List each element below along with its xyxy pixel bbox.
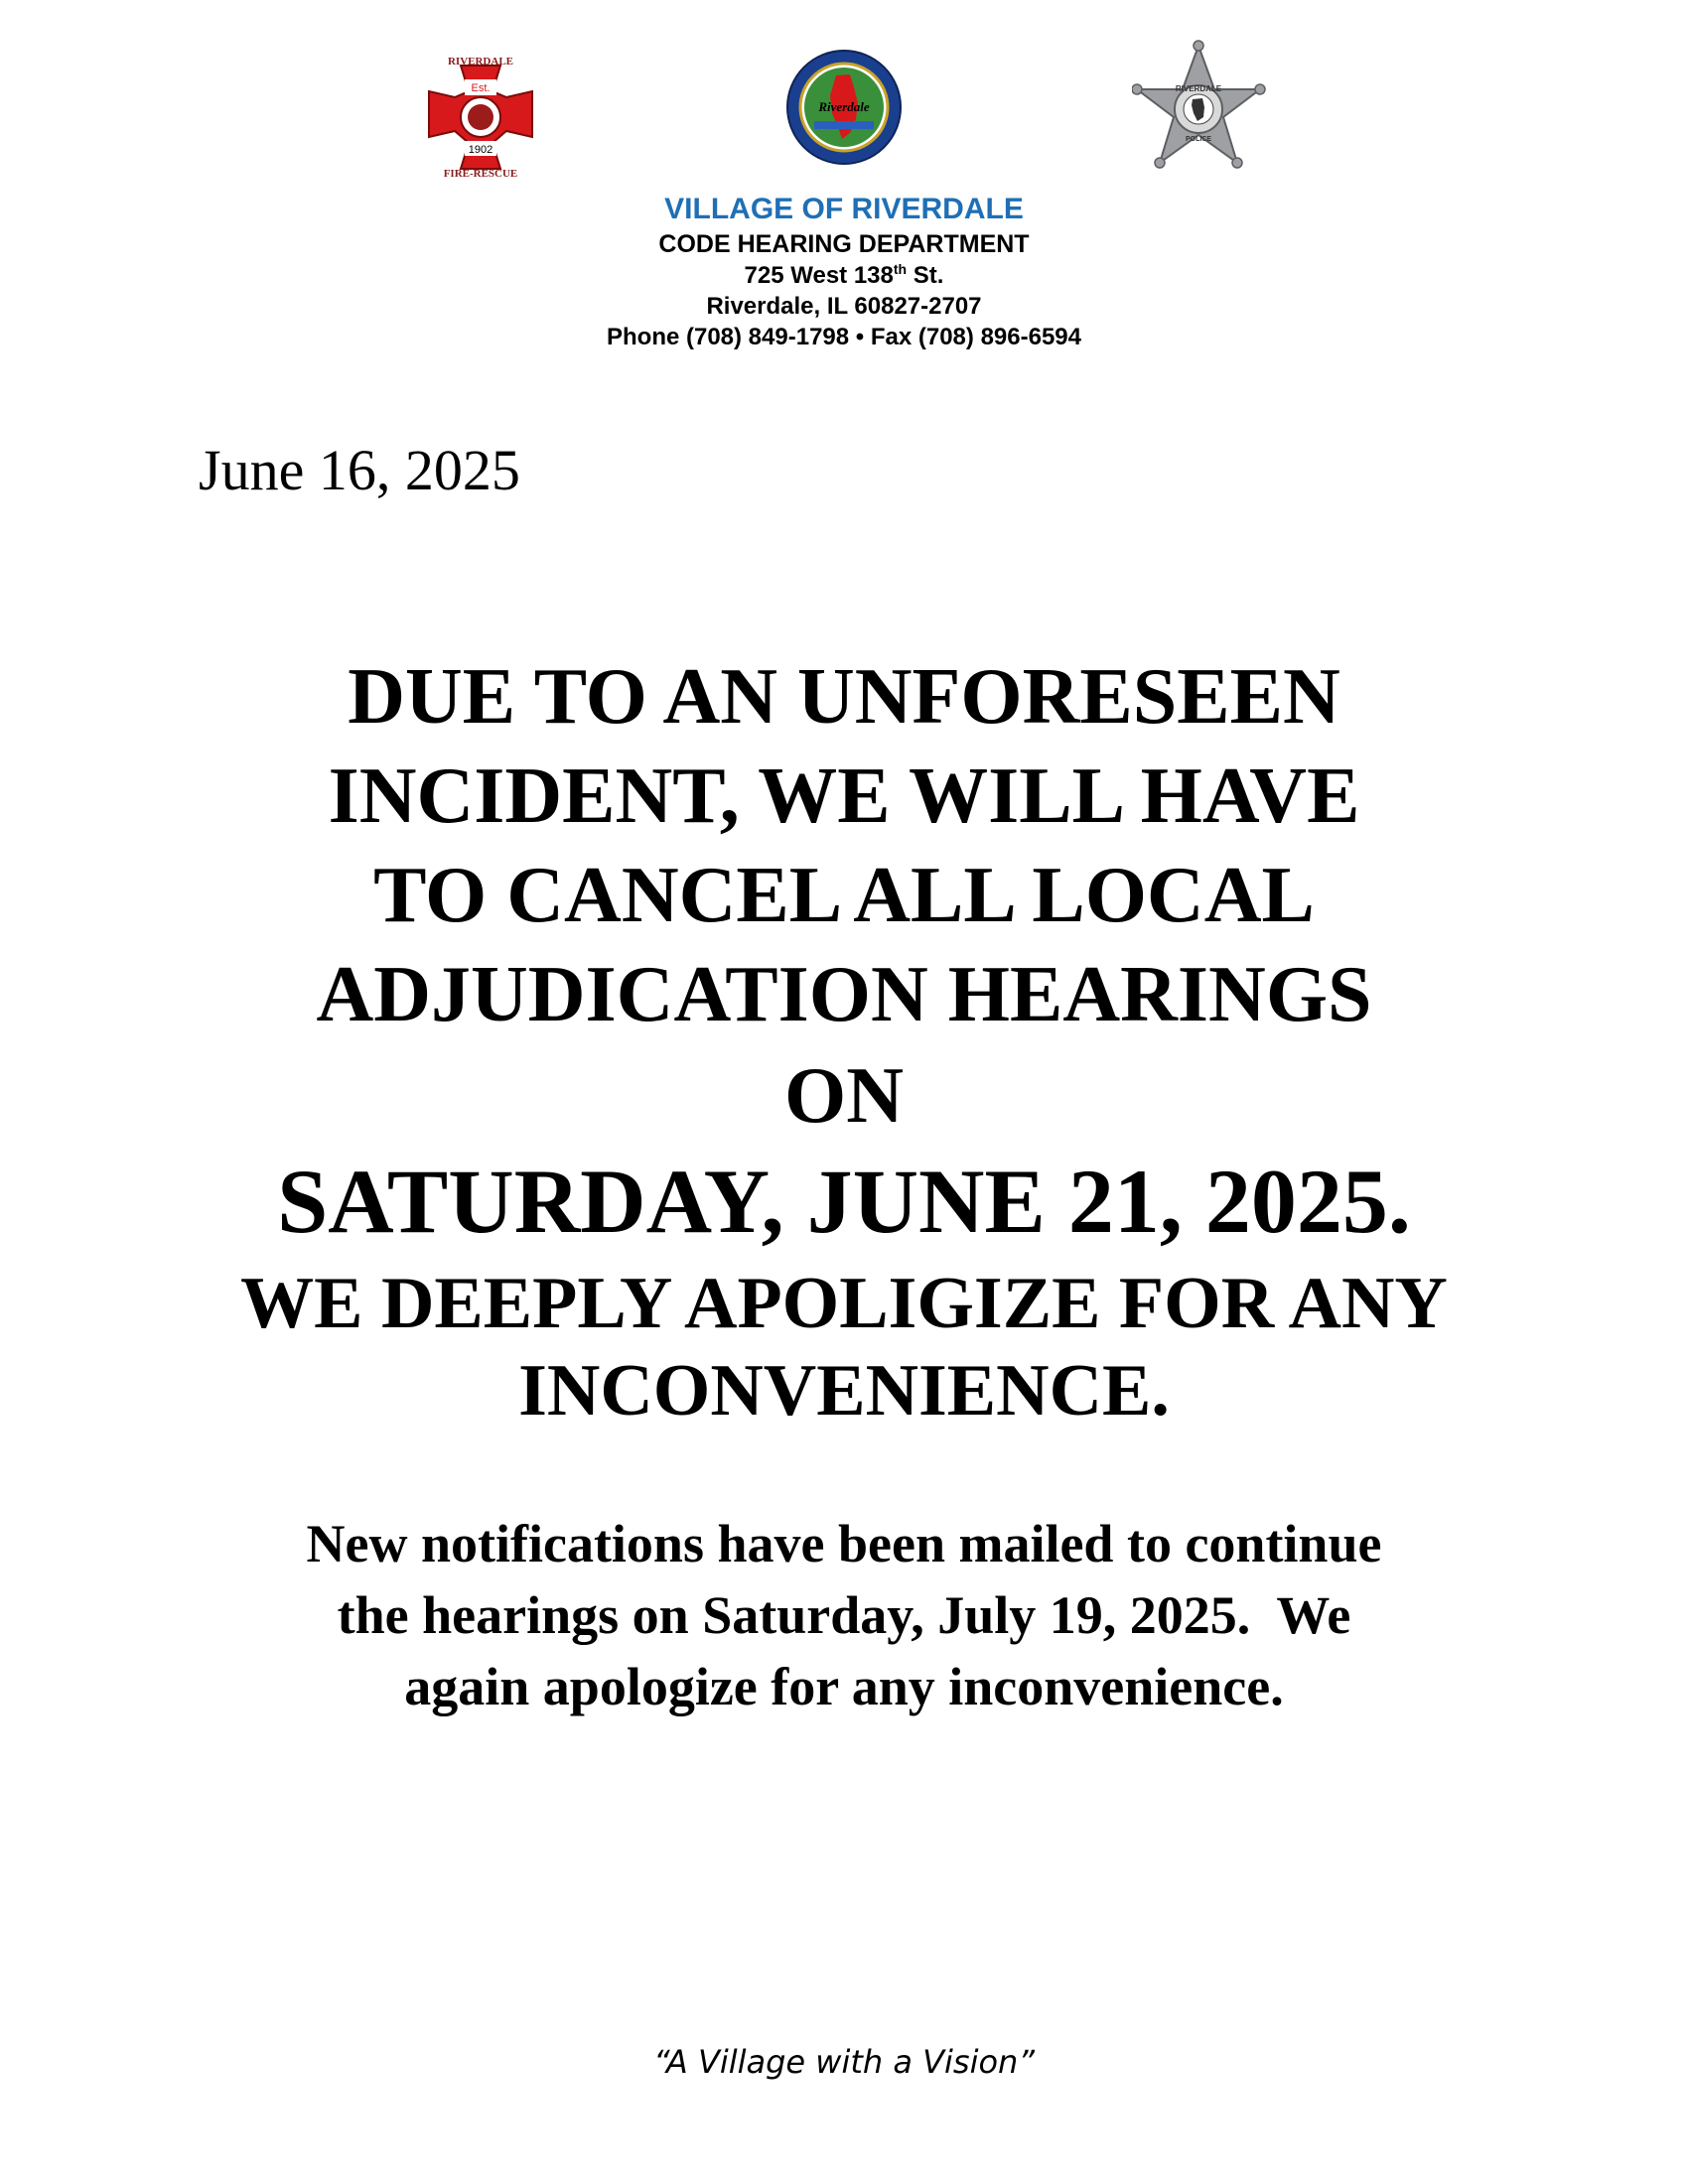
street-address bbox=[0, 261, 1688, 290]
fire-logo-bottom-text: FIRE-RESCUE bbox=[443, 168, 518, 177]
fire-rescue-logo bbox=[421, 58, 540, 177]
headline-line: INCIDENT, WE WILL HAVE bbox=[328, 752, 1360, 840]
apology-line: INCONVENIENCE. bbox=[518, 1350, 1170, 1432]
city-address: Riverdale, IL 60827-2707 bbox=[706, 293, 982, 320]
village-motto: “A Village with a Vision” bbox=[653, 2043, 1035, 2081]
body-line: again apologize for any inconvenience. bbox=[404, 1657, 1284, 1716]
street-address-ordinal: th bbox=[893, 261, 908, 277]
street-address-number: 725 West 138 bbox=[744, 262, 894, 289]
fire-logo-top-text: RIVERDALE bbox=[447, 58, 514, 68]
police-star-badge-logo bbox=[1132, 40, 1266, 174]
headline-line: ADJUDICATION HEARINGS bbox=[316, 951, 1372, 1038]
notice-date: June 16, 2025 bbox=[199, 438, 520, 502]
village-name: VILLAGE OF RIVERDALE bbox=[664, 193, 1024, 225]
phone-fax: Phone (708) 849-1798 • Fax (708) 896-6594 bbox=[606, 324, 1081, 350]
headline-line: TO CANCEL ALL LOCAL bbox=[373, 852, 1315, 939]
headline-line: ON bbox=[784, 1052, 904, 1140]
apology-line: WE DEEPLY APOLIGIZE FOR ANY bbox=[240, 1263, 1448, 1344]
body-line: New notifications have been mailed to continue bbox=[306, 1514, 1382, 1573]
fire-logo-est: Est. bbox=[471, 82, 491, 94]
street-address-end: St. bbox=[907, 262, 944, 289]
department-name: CODE HEARING DEPARTMENT bbox=[658, 230, 1030, 258]
body-line: the hearings on Saturday, July 19, 2025. We bbox=[337, 1585, 1351, 1645]
star-badge-bottom-text: POLICE bbox=[1185, 136, 1212, 143]
headline-line: DUE TO AN UNFORESEEN bbox=[348, 653, 1340, 741]
cancelled-date-headline: SATURDAY, JUNE 21, 2025. bbox=[277, 1151, 1411, 1252]
star-badge-ring-text: RIVERDALE bbox=[1175, 84, 1222, 93]
fire-logo-year: 1902 bbox=[468, 144, 493, 156]
village-seal-logo bbox=[784, 48, 904, 167]
seal-center-text: Riverdale bbox=[818, 99, 870, 114]
